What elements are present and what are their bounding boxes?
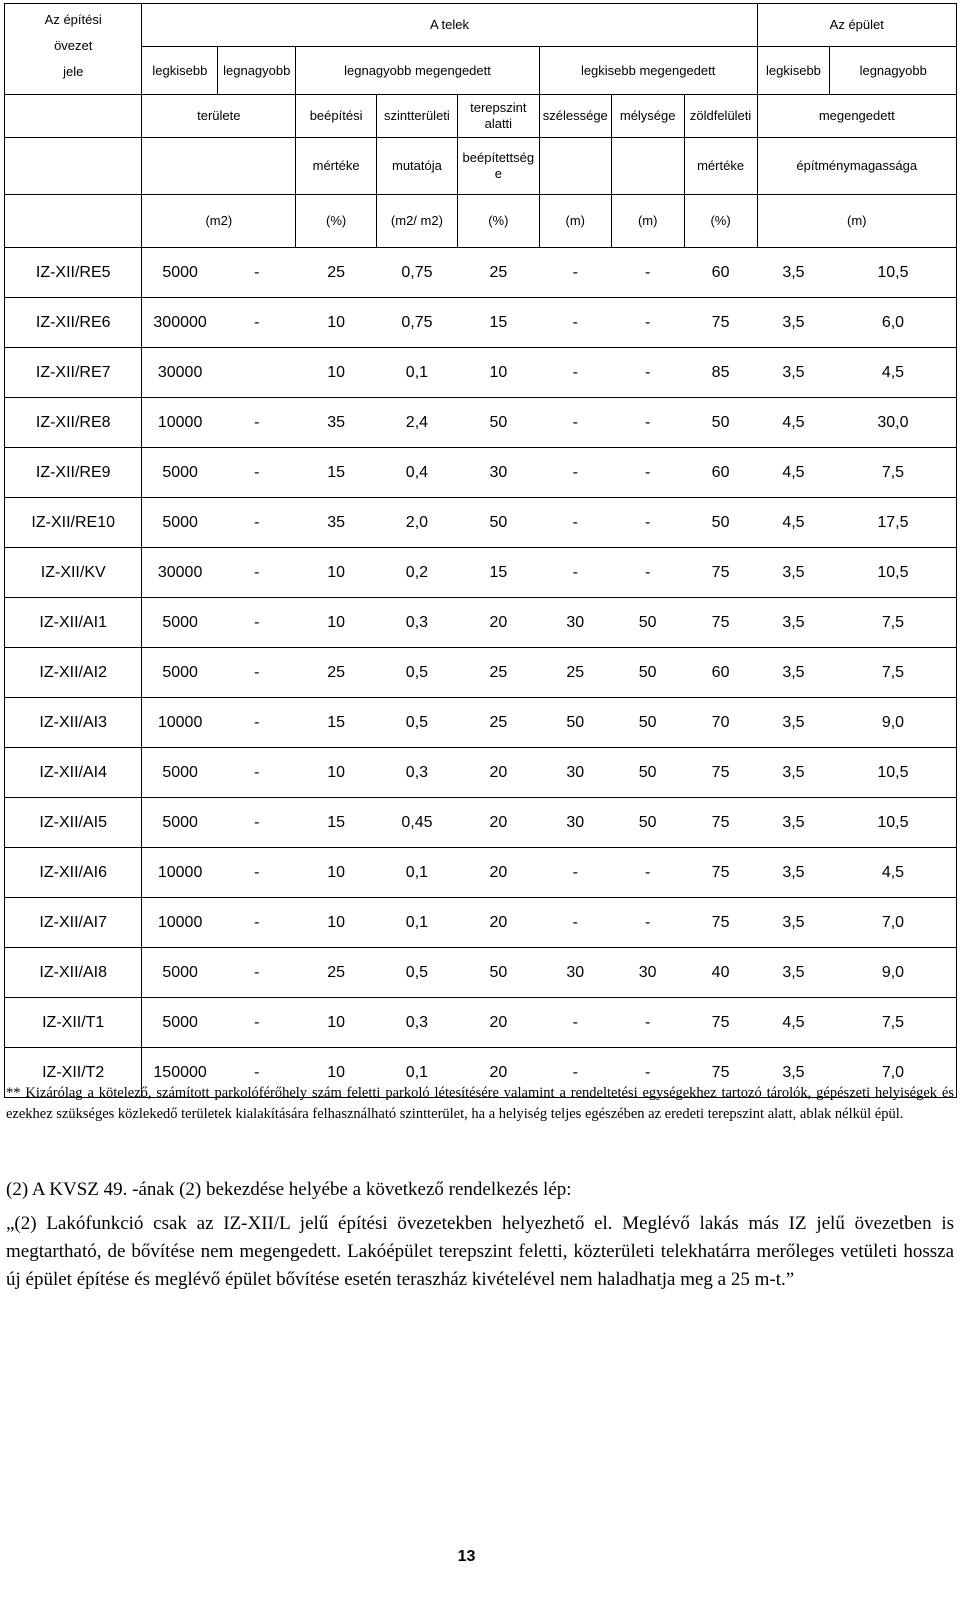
table-cell: 0,5	[376, 698, 457, 748]
table-cell: 5000	[142, 998, 218, 1048]
header-green: zöldfelületi	[684, 95, 757, 138]
table-cell: 75	[684, 598, 757, 648]
header-coverage: beépítettség e	[457, 138, 539, 195]
table-cell: -	[218, 998, 296, 1048]
header-floorarea: szintterületi	[376, 95, 457, 138]
table-cell: 85	[684, 348, 757, 398]
table-cell: 4,5	[757, 398, 830, 448]
table-cell: 5000	[142, 798, 218, 848]
table-cell: 25	[457, 648, 539, 698]
header-blank	[539, 138, 611, 195]
table-cell: 0,1	[376, 1048, 457, 1098]
table-cell: -	[611, 448, 684, 498]
table-row	[5, 998, 957, 1048]
table-cell: 10	[296, 748, 377, 798]
table-row	[5, 248, 957, 298]
table-row	[5, 348, 957, 398]
table-cell: 2,0	[376, 498, 457, 548]
zone-code-cell: IZ-XII/AI3	[5, 698, 142, 748]
header-measure: mértéke	[296, 138, 377, 195]
table-cell: 7,0	[830, 898, 957, 948]
table-row	[5, 848, 957, 898]
unit-depth: (m)	[611, 195, 684, 248]
table-cell: 0,5	[376, 648, 457, 698]
table-cell: -	[611, 398, 684, 448]
table-cell: 5000	[142, 748, 218, 798]
table-cell: 50	[611, 648, 684, 698]
table-cell: 75	[684, 548, 757, 598]
header-row-4	[5, 138, 957, 195]
table-cell: 7,0	[830, 1048, 957, 1098]
table-cell: 70	[684, 698, 757, 748]
table-cell: 20	[457, 748, 539, 798]
table-cell: 5000	[142, 648, 218, 698]
table-cell: 10	[296, 1048, 377, 1098]
table-cell: 15	[296, 798, 377, 848]
table-cell: 25	[457, 698, 539, 748]
table-cell: 3,5	[757, 348, 830, 398]
table-row	[5, 498, 957, 548]
header-zone-line1: Az építési	[44, 12, 102, 27]
zone-code-cell: IZ-XII/AI1	[5, 598, 142, 648]
table-cell: 35	[296, 498, 377, 548]
table-cell: 0,3	[376, 998, 457, 1048]
table-cell: 3,5	[757, 548, 830, 598]
table-cell: 20	[457, 1048, 539, 1098]
header-blank	[611, 138, 684, 195]
table-cell: 9,0	[830, 698, 957, 748]
table-cell: 75	[684, 998, 757, 1048]
table-cell: 50	[457, 498, 539, 548]
unit-builtup: (%)	[296, 195, 377, 248]
table-cell: -	[218, 948, 296, 998]
header-max: legnagyobb	[218, 47, 296, 95]
zone-code-cell: IZ-XII/T1	[5, 998, 142, 1048]
table-cell: 4,5	[757, 498, 830, 548]
table-cell: 150000	[142, 1048, 218, 1098]
table-cell: 10,5	[830, 798, 957, 848]
zone-code-cell: IZ-XII/RE8	[5, 398, 142, 448]
table-cell: -	[539, 848, 611, 898]
table-cell: 5000	[142, 448, 218, 498]
table-cell: 20	[457, 848, 539, 898]
table-cell: 0,3	[376, 598, 457, 648]
table-cell: 60	[684, 248, 757, 298]
table-cell: -	[611, 998, 684, 1048]
table-cell: 30000	[142, 348, 218, 398]
table-cell: -	[611, 898, 684, 948]
table-cell: 2,4	[376, 398, 457, 448]
table-cell: -	[611, 248, 684, 298]
table-cell: 10,5	[830, 748, 957, 798]
zone-code-cell: IZ-XII/RE10	[5, 498, 142, 548]
header-row-1	[5, 4, 957, 47]
table-cell: -	[218, 898, 296, 948]
zone-code-cell: IZ-XII/AI8	[5, 948, 142, 998]
table-cell: -	[539, 448, 611, 498]
table-cell: -	[611, 1048, 684, 1098]
header-min-allowed: legkisebb megengedett	[539, 47, 757, 95]
table-cell: 6,0	[830, 298, 957, 348]
zone-code-cell: IZ-XII/RE5	[5, 248, 142, 298]
header-blank	[5, 195, 142, 248]
table-cell: 0,45	[376, 798, 457, 848]
header-index: mutatója	[376, 138, 457, 195]
header-blank	[142, 138, 296, 195]
table-row	[5, 798, 957, 848]
table-cell: -	[539, 398, 611, 448]
table-cell: 35	[296, 398, 377, 448]
table-row	[5, 898, 957, 948]
header-building-max: legnagyobb	[830, 47, 957, 95]
header-depth: mélysége	[611, 95, 684, 138]
table-cell: 10	[296, 898, 377, 948]
table-cell: -	[218, 548, 296, 598]
table-cell: -	[218, 648, 296, 698]
header-min: legkisebb	[142, 47, 218, 95]
table-cell: 30	[539, 798, 611, 848]
table-cell: -	[218, 448, 296, 498]
page-number: 13	[457, 1548, 476, 1565]
table-cell: 30000	[142, 548, 218, 598]
table-cell: 50	[684, 398, 757, 448]
table-cell: -	[539, 898, 611, 948]
table-row	[5, 948, 957, 998]
table-cell: 30,0	[830, 398, 957, 448]
unit-area: (m2)	[142, 195, 296, 248]
zone-code-cell: IZ-XII/AI4	[5, 748, 142, 798]
table-cell: 9,0	[830, 948, 957, 998]
table-row	[5, 548, 957, 598]
table-cell: 50	[611, 598, 684, 648]
table-cell: 15	[457, 548, 539, 598]
table-cell: 25	[457, 248, 539, 298]
table-cell: 50	[684, 498, 757, 548]
table-cell: -	[218, 698, 296, 748]
table-cell: 10	[296, 848, 377, 898]
table-cell: 75	[684, 298, 757, 348]
table-cell: 0,2	[376, 548, 457, 598]
plot-header: A telek	[142, 4, 757, 47]
table-cell: 75	[684, 798, 757, 848]
header-zone-line3: jele	[63, 64, 84, 79]
table-cell: 30	[457, 448, 539, 498]
table-cell: 4,5	[830, 848, 957, 898]
table-cell: 30	[611, 948, 684, 998]
table-body	[5, 248, 957, 1098]
unit-underground: (%)	[457, 195, 539, 248]
table-cell: 4,5	[757, 998, 830, 1048]
table-cell: 5000	[142, 598, 218, 648]
header-building-min: legkisebb	[757, 47, 830, 95]
header-blank	[5, 138, 142, 195]
table-cell: -	[218, 798, 296, 848]
table-cell: -	[218, 748, 296, 798]
table-cell: -	[611, 348, 684, 398]
table-cell: 3,5	[757, 748, 830, 798]
header-building-height: építménymagassága	[757, 138, 956, 195]
table-cell: 7,5	[830, 998, 957, 1048]
zone-code-cell: IZ-XII/RE9	[5, 448, 142, 498]
table-cell: 3,5	[757, 848, 830, 898]
table-cell: -	[611, 848, 684, 898]
header-max-allowed: legnagyobb megengedett	[296, 47, 540, 95]
zone-code-cell: IZ-XII/RE7	[5, 348, 142, 398]
table-row	[5, 648, 957, 698]
table-row	[5, 698, 957, 748]
table-cell: 20	[457, 598, 539, 648]
table-cell: 3,5	[757, 798, 830, 848]
table-cell	[218, 348, 296, 398]
table-cell: -	[539, 348, 611, 398]
table-cell: 50	[457, 948, 539, 998]
unit-floorarea: (m2/ m2)	[376, 195, 457, 248]
table-row	[5, 448, 957, 498]
footnote: ** Kizárólag a kötelező, számított parkolóférőhely szám feletti parkoló létesítésére valamint a rendeltetési egységekhez tartozó tárolók, gépészeti helyiségek és ezekhez szükséges közlekedő területek kialakítására felhasználható szintterület, ha a helyiség teljes egészében az eredeti terepszint alatt, ablak nélkül épül.	[6, 1085, 954, 1122]
table-cell: -	[218, 598, 296, 648]
table-cell: 30	[539, 598, 611, 648]
table-cell: 3,5	[757, 698, 830, 748]
table-cell: -	[539, 298, 611, 348]
table-cell: 3,5	[757, 248, 830, 298]
table-cell: -	[218, 298, 296, 348]
table-cell: 15	[296, 698, 377, 748]
table-cell: 75	[684, 748, 757, 798]
zone-code-cell: IZ-XII/T2	[5, 1048, 142, 1098]
table-cell: 10000	[142, 848, 218, 898]
table-cell: 7,5	[830, 448, 957, 498]
table-cell: 0,3	[376, 748, 457, 798]
table-cell: 75	[684, 848, 757, 898]
table-cell: 50	[611, 748, 684, 798]
table-cell: 75	[684, 1048, 757, 1098]
header-row-3	[5, 95, 957, 138]
table-cell: 50	[457, 398, 539, 448]
table-cell: 0,75	[376, 298, 457, 348]
table-cell: 60	[684, 448, 757, 498]
zone-code-cell: IZ-XII/RE6	[5, 298, 142, 348]
table-cell: 4,5	[830, 348, 957, 398]
table-cell: 10	[296, 348, 377, 398]
table-cell: 50	[539, 698, 611, 748]
table-cell: 15	[296, 448, 377, 498]
table-cell: 0,1	[376, 848, 457, 898]
zoning-regulation-table	[4, 3, 957, 1098]
table-cell: 15	[457, 298, 539, 348]
table-cell: 10	[296, 548, 377, 598]
table-cell: 5000	[142, 498, 218, 548]
zone-code-cell: IZ-XII/KV	[5, 548, 142, 598]
header-units-row	[5, 195, 957, 248]
header-row-2	[5, 47, 957, 95]
table-row	[5, 598, 957, 648]
table-cell: 3,5	[757, 648, 830, 698]
table-cell: 10	[457, 348, 539, 398]
table-cell: 10,5	[830, 548, 957, 598]
table-cell: 0,1	[376, 348, 457, 398]
table-cell: -	[218, 1048, 296, 1098]
table-cell: 17,5	[830, 498, 957, 548]
table-cell: -	[611, 548, 684, 598]
table-cell: -	[539, 248, 611, 298]
table-cell: 0,5	[376, 948, 457, 998]
table-cell: 3,5	[757, 898, 830, 948]
table-cell: -	[218, 248, 296, 298]
table-cell: -	[218, 498, 296, 548]
table-cell: 20	[457, 998, 539, 1048]
header-blank	[5, 95, 142, 138]
header-area: területe	[142, 95, 296, 138]
table-cell: -	[218, 398, 296, 448]
table-cell: 3,5	[757, 598, 830, 648]
table-cell: 50	[611, 798, 684, 848]
table-cell: 3,5	[757, 1048, 830, 1098]
table-cell: 5000	[142, 948, 218, 998]
table-cell: -	[539, 1048, 611, 1098]
table-cell: -	[539, 498, 611, 548]
building-header: Az épület	[757, 4, 956, 47]
table-cell: 10	[296, 998, 377, 1048]
header-width: szélessége	[539, 95, 611, 138]
table-cell: 25	[296, 248, 377, 298]
table-cell: 0,4	[376, 448, 457, 498]
table-cell: 5000	[142, 248, 218, 298]
amendment-intro: (2) A KVSZ 49. -ának (2) bekezdése helyébe a következő rendelkezés lép:	[6, 1179, 572, 1200]
table-row	[5, 748, 957, 798]
zone-code-header	[5, 4, 142, 95]
table-cell: 10	[296, 598, 377, 648]
table-row	[5, 398, 957, 448]
zone-code-cell: IZ-XII/AI5	[5, 798, 142, 848]
table-cell: 7,5	[830, 598, 957, 648]
table-cell: 25	[296, 648, 377, 698]
zone-code-cell: IZ-XII/AI7	[5, 898, 142, 948]
table-cell: 30	[539, 748, 611, 798]
table-cell: 3,5	[757, 298, 830, 348]
table-cell: -	[611, 298, 684, 348]
table-row	[5, 298, 957, 348]
table-cell: 60	[684, 648, 757, 698]
table-cell: 50	[611, 698, 684, 748]
table-cell: 3,5	[757, 948, 830, 998]
table-cell: 10,5	[830, 248, 957, 298]
table-cell: 20	[457, 798, 539, 848]
zone-code-cell: IZ-XII/AI2	[5, 648, 142, 698]
table-cell: 10000	[142, 398, 218, 448]
header-builtup: beépítési	[296, 95, 377, 138]
table-cell: 75	[684, 898, 757, 948]
zone-code-cell: IZ-XII/AI6	[5, 848, 142, 898]
table-cell: 40	[684, 948, 757, 998]
header-allowed: megengedett	[757, 95, 956, 138]
table-cell: 0,75	[376, 248, 457, 298]
header-underground: terepszint alatti	[457, 95, 539, 138]
table-cell: 7,5	[830, 648, 957, 698]
table-cell: 10000	[142, 898, 218, 948]
header-green-measure: mértéke	[684, 138, 757, 195]
unit-height: (m)	[757, 195, 956, 248]
table-cell: -	[611, 498, 684, 548]
table-cell: 25	[539, 648, 611, 698]
unit-green: (%)	[684, 195, 757, 248]
amendment-text: „(2) Lakófunkció csak az IZ-XII/L jelű építési övezetekben helyezhető el. Meglévő lakás más IZ jelű övezetben is megtartható, de bővítése nem megengedett. Lakóépület terepszint feletti, közterületi telekhatárra merőleges vetületi hossza új épület építése és meglévő épület bővítése esetén teraszház kivételével nem haladhatja meg a 25 m-t.”	[6, 1213, 954, 1290]
table-cell: 0,1	[376, 898, 457, 948]
unit-width: (m)	[539, 195, 611, 248]
header-zone-line2: övezet	[54, 38, 93, 53]
table-cell: 10000	[142, 698, 218, 748]
table-cell: 20	[457, 898, 539, 948]
table-cell: 4,5	[757, 448, 830, 498]
table-cell: -	[539, 998, 611, 1048]
table-cell: 25	[296, 948, 377, 998]
table-cell: 300000	[142, 298, 218, 348]
table-cell: -	[539, 548, 611, 598]
table-cell: -	[218, 848, 296, 898]
table-cell: 30	[539, 948, 611, 998]
table-cell: 10	[296, 298, 377, 348]
